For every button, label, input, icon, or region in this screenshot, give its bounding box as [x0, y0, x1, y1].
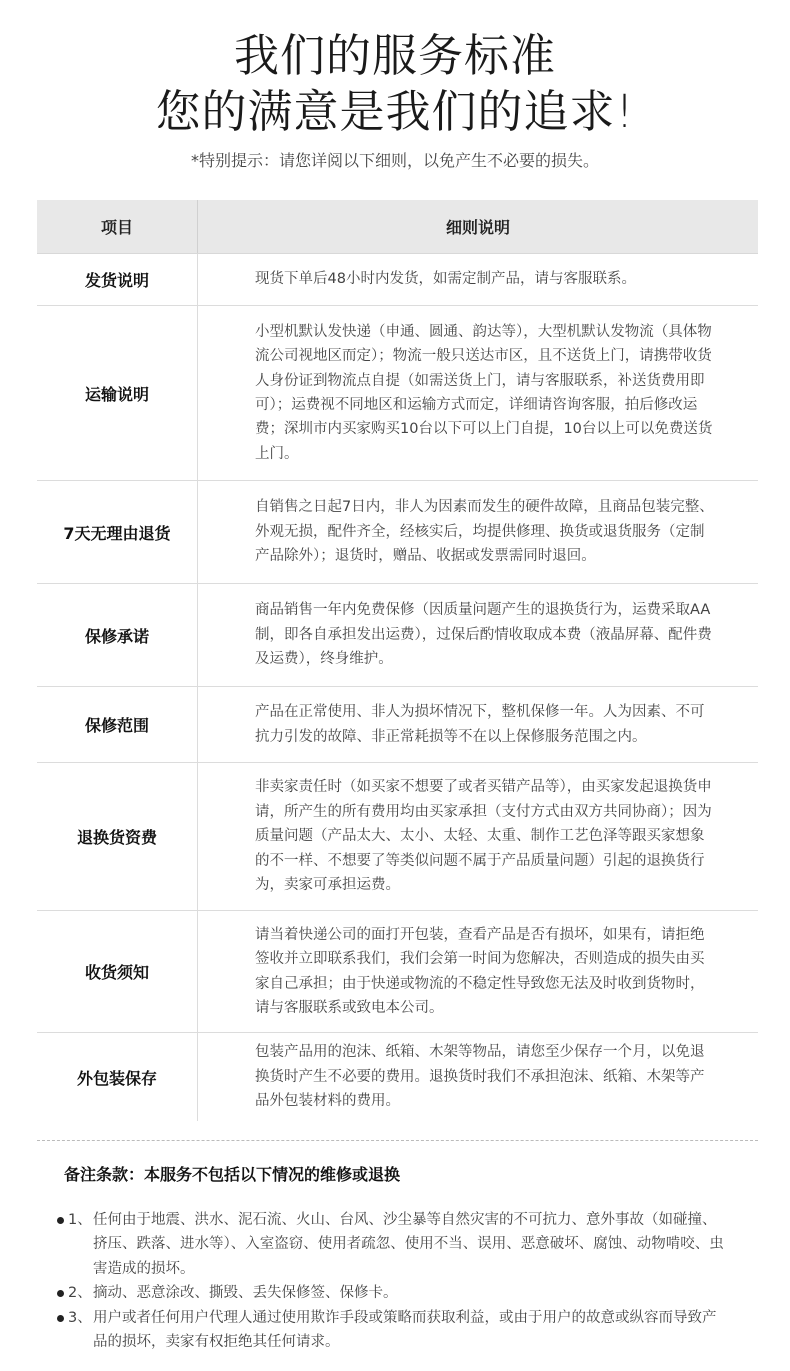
list-item-text: 任何由于地震、洪水、泥石流、火山、台风、沙尘暴等自然灾害的不可抗力、意外事故（如碰撞、挤压、跌落、进水等）、入室盗窃、使用者疏忽、使用不当、误用、恶意破坏、腐蚀、动物啃咬、虫害造成的损坏。	[93, 1212, 724, 1277]
notes-list	[55, 1208, 725, 1354]
table-row	[37, 584, 758, 687]
row-item: 退换货资费	[37, 763, 198, 910]
table-row	[37, 763, 758, 911]
row-detail: 非卖家责任时（如买家不想要了或者买错产品等），由买家发起退换货申请，所产生的所有费用均由买家承担（支付方式由双方共同协商）；因为质量问题（产品太大、太小、太轻、太重、制作工艺色泽等跟买家想象的不一样、不想要了等类似问题不属于产品质量问题）引起的退换货行为，卖家可承担运费。	[255, 779, 712, 894]
list-item-text: 用户或者任何用户代理人通过使用欺诈手段或策略而获取利益，或由于用户的故意或纵容而导致产品的损坏，卖家有权拒绝其任何请求。	[93, 1309, 717, 1351]
bullet-icon	[57, 1217, 64, 1224]
row-detail: 请当着快递公司的面打开包装，查看产品是否有损坏，如果有，请拒绝签收并立即联系我们，我们会第一时间为您解决，否则造成的损失由买家自己承担；由于快递或物流的不稳定性导致您无法及时收到货物时，请与客服联系或致电本公司。	[255, 926, 705, 1016]
notes-title: 备注条款：本服务不包括以下情况的维修或退换	[64, 1165, 401, 1184]
column-header-item: 项目	[37, 200, 198, 253]
table-header	[37, 200, 758, 254]
row-item: 运输说明	[37, 306, 198, 480]
list-item	[55, 1281, 725, 1305]
row-detail: 自销售之日起7日内，非人为因素而发生的硬件故障，且商品包装完整、外观无损，配件齐全，经核实后，均提供修理、换货或退货服务（定制产品除外）；退货时，赠品、收据或发票需同时退回。	[255, 499, 714, 565]
column-header-detail: 细则说明	[445, 218, 510, 237]
row-item: 外包装保存	[37, 1033, 198, 1121]
row-detail: 商品销售一年内免费保修（因质量问题产生的退换货行为，运费采取AA制，即各自承担发出运费），过保后酌情收取成本费（液晶屏幕、配件费及运费），终身维护。	[255, 602, 712, 668]
table-row	[37, 481, 758, 584]
list-item-number: 3、	[68, 1309, 92, 1326]
row-item: 保修承诺	[37, 584, 198, 686]
row-item: 收货须知	[37, 911, 198, 1032]
table-row	[37, 254, 758, 306]
bullet-icon	[57, 1315, 64, 1322]
table-row	[37, 1033, 758, 1121]
list-item-text: 摘动、恶意涂改、撕毁、丢失保修签、保修卡。	[93, 1285, 398, 1302]
row-item: 保修范围	[37, 687, 198, 762]
list-item	[55, 1208, 725, 1281]
table-row	[37, 911, 758, 1033]
list-item-number: 1、	[68, 1212, 92, 1228]
row-detail: 产品在正常使用、非人为损坏情况下，整机保修一年。人为因素、不可抗力引发的故障、非正常耗损等不在以上保修服务范围之内。	[255, 704, 705, 745]
table-row	[37, 306, 758, 481]
list-item-number: 2、	[68, 1285, 92, 1302]
page-title-line-2: 您的满意是我们的追求!	[155, 85, 635, 138]
row-detail: 包装产品用的泡沫、纸箱、木架等物品，请您至少保存一个月，以免退换货时产生不必要的费用。退换货时我们不承担泡沫、纸箱、木架等产品外包装材料的费用。	[255, 1044, 705, 1110]
row-detail: 小型机默认发快递（申通、圆通、韵达等），大型机默认发物流（具体物流公司视地区而定）；物流一般只送达市区，且不送货上门，请携带收货人身份证到物流点自提（如需送货上门，请与客服联系，补送货费用即可）；运费视不同地区和运输方式而定，详细请咨询客服，拍后修改运费；深圳市内买家购买10台以下可以上门自提，10台以上可以免费送货上门。	[255, 323, 713, 462]
bullet-icon	[57, 1290, 64, 1297]
page-title-line-1: 我们的服务标准	[233, 29, 556, 82]
dashed-divider	[37, 1140, 758, 1141]
special-tip: *特别提示：请您详阅以下细则，以免产生不必要的损失。	[190, 151, 599, 170]
list-item	[55, 1306, 725, 1355]
service-table	[37, 200, 758, 1121]
row-detail: 现货下单后48小时内发货，如需定制产品，请与客服联系。	[255, 271, 636, 288]
table-row	[37, 687, 758, 763]
row-item: 发货说明	[37, 254, 198, 305]
row-item: 7天无理由退货	[37, 481, 198, 583]
